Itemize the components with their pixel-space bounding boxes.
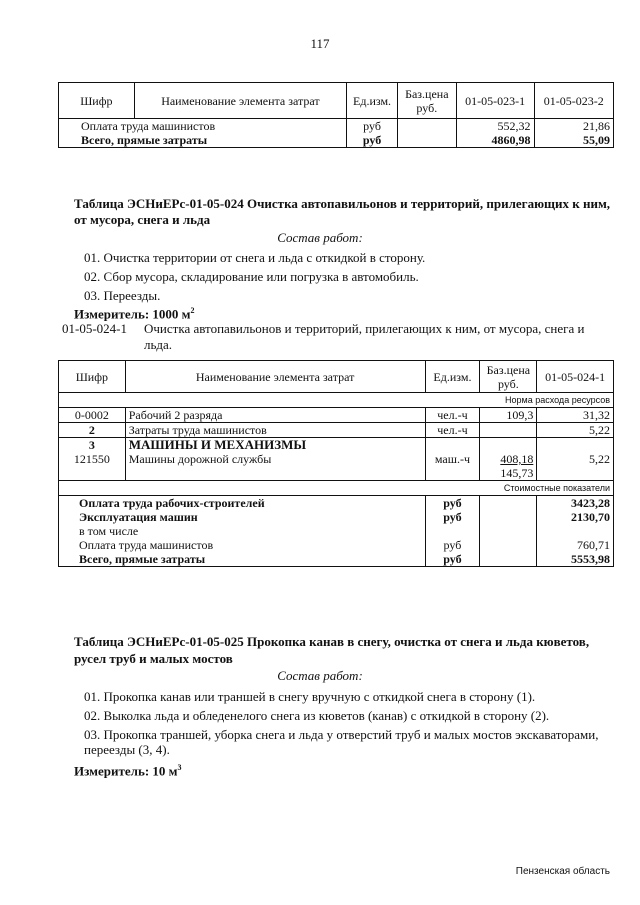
work-item: 02. Сбор мусора, складирование или погрузка в автомобиль. [84, 269, 419, 284]
header-col2: 01-05-023-2 [534, 83, 613, 119]
section-title-025-line1: Таблица ЭСНиЕРс-01-05-025 Прокопка канав в снегу, очистка от снега и льда кюветов, [74, 634, 590, 649]
page-number: 117 [310, 36, 330, 51]
work-item: переезды (3, 4). [84, 742, 170, 757]
table-row: Оплата труда рабочих-строителей руб 3423,28 [59, 496, 614, 511]
table-row: 2 Затраты труда машинистов чел.-ч 5,22 [59, 423, 614, 438]
table-row: 0-0002 Рабочий 2 разряда чел.-ч 109,3 31,32 [59, 408, 614, 423]
meter: Измеритель: 10 $м^3$ [74, 763, 182, 779]
work-item: 01. Прокопка канав или траншей в снегу вручную с откидкой снега в сторону (1). [84, 689, 536, 704]
table-row: 3 МАШИНЫ И МЕХАНИЗМЫ [59, 438, 614, 453]
cost-label: Стоимостные показатели [59, 481, 614, 496]
header-col1: 01-05-024-1 [537, 361, 614, 393]
table-row: 121550 Машины дорожной службы маш.-ч 408,18 145,73 5,22 [59, 452, 614, 481]
works-title: Состав работ: [277, 668, 363, 683]
header-code: Шифр [59, 361, 126, 393]
header-col1: 01-05-023-1 [456, 83, 534, 119]
work-item: 01. Очистка территории от снега и льда с откидкой в сторону. [84, 250, 426, 265]
norm-label: Норма расхода ресурсов [59, 393, 614, 408]
header-price: Баз.цена руб. [397, 83, 456, 119]
table-row: Всего, прямые затраты руб 4860,98 55,09 [59, 133, 614, 148]
work-item: 03. Переезды. [84, 288, 161, 303]
work-item: 03. Прокопка траншей, уборка снега и льда у отверстий труб и малых мостов экскаваторами, [84, 727, 599, 742]
table-row: Оплата труда машинистов руб 760,71 [59, 538, 614, 552]
table-row: Всего, прямые затраты руб 5553,98 [59, 552, 614, 567]
header-code: Шифр [59, 83, 135, 119]
table-row: Эксплуатация машин руб 2130,70 [59, 510, 614, 524]
header-name: Наименование элемента затрат [125, 361, 425, 393]
item-text-line2: льда. [144, 337, 173, 352]
item-code: 01-05-024-1 [62, 321, 127, 336]
table-01-05-023 [58, 82, 614, 148]
section-title-024-line1: Таблица ЭСНиЕРс-01-05-024 Очистка автопавильонов и территорий, прилегающих к ним, [74, 196, 611, 211]
header-price: Баз.цена руб. [480, 361, 537, 393]
section-title-025-line2: русел труб и малых мостов [74, 651, 233, 666]
section-title-024-line2: от мусора, снега и льда [74, 212, 211, 227]
table-row: в том числе [59, 524, 614, 538]
works-title: Состав работ: [277, 230, 363, 245]
work-item: 02. Выколка льда и обледенелого снега из кюветов (канав) с откидкой в сторону (2). [84, 708, 550, 723]
footer-region: Пензенская область [515, 866, 610, 877]
header-unit: Ед.изм. [347, 83, 398, 119]
header-name: Наименование элемента затрат [134, 83, 346, 119]
header-unit: Ед.изм. [425, 361, 480, 393]
table-01-05-024 [58, 360, 614, 567]
meter: Измеритель: 1000 $м^2$ [74, 306, 195, 322]
table-row: Оплата труда машинистов руб 552,32 21,86 [59, 119, 614, 134]
item-text-line1: Очистка автопавильонов и территорий, прилегающих к ним, от мусора, снега и [144, 321, 585, 336]
